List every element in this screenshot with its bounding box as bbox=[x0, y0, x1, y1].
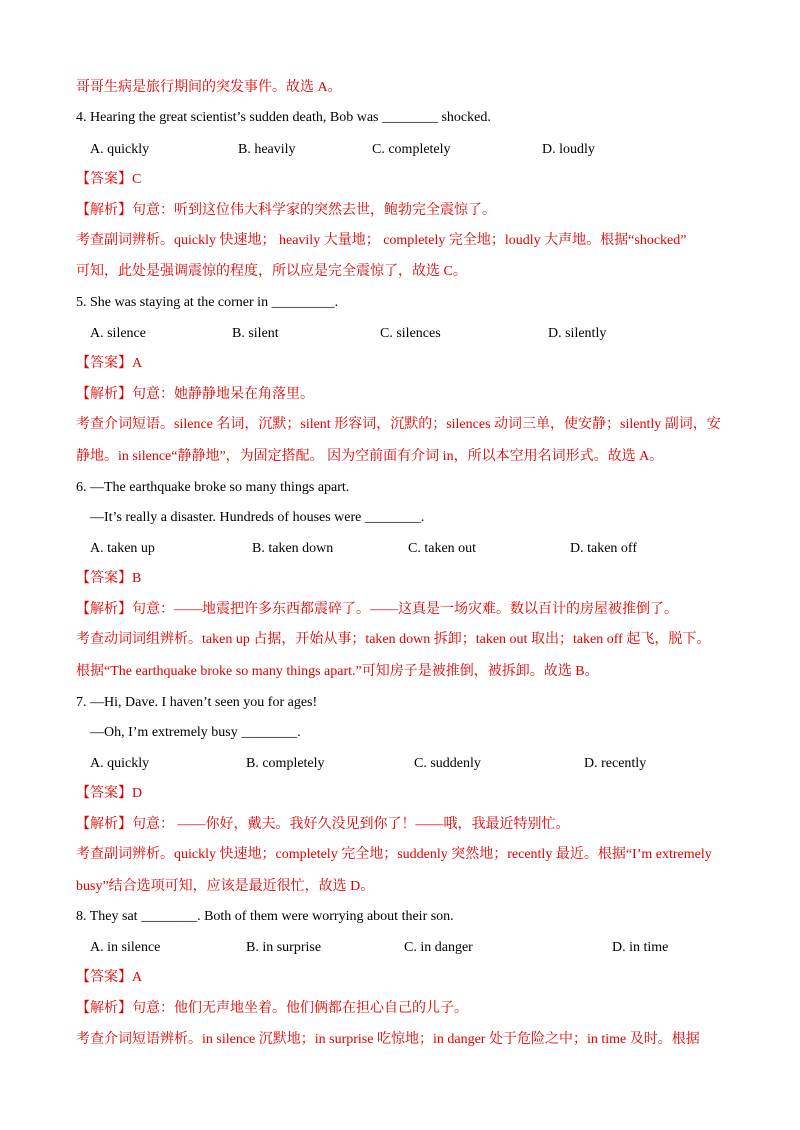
q4-option-d: D. loudly bbox=[542, 142, 595, 157]
q6-option-d: D. taken off bbox=[570, 541, 637, 556]
q6-analysis: 【解析】句意：——地震把许多东西都震碎了。——这真是一场灾难。数以百计的房屋被推倒了。 bbox=[76, 602, 678, 617]
q8-option-d: D. in time bbox=[612, 940, 669, 955]
q7-option-b: B. completely bbox=[246, 756, 325, 771]
q5-option-d: D. silently bbox=[548, 326, 607, 341]
question-7-stem-2: —Oh, I’m extremely busy ________. bbox=[90, 725, 301, 740]
q4-explanation-2: 可知，此处是强调震惊的程度，所以应是完全震惊了，故选 C。 bbox=[76, 264, 467, 279]
q6-explanation-2: 根据“The earthquake broke so many things apart.”可知房子是被推倒，被拆卸。故选 B。 bbox=[76, 664, 599, 679]
q7-option-a: A. quickly bbox=[90, 756, 150, 771]
q6-answer: 【答案】B bbox=[76, 571, 142, 586]
q5-analysis: 【解析】句意：她静静地呆在角落里。 bbox=[76, 387, 314, 402]
q4-option-c: C. completely bbox=[372, 142, 451, 157]
q4-option-b: B. heavily bbox=[238, 142, 296, 157]
question-7-stem: 7. —Hi, Dave. I haven’t seen you for ages! bbox=[76, 695, 318, 710]
q7-option-c: C. suddenly bbox=[414, 756, 481, 771]
q6-option-a: A. taken up bbox=[90, 541, 155, 556]
q8-analysis: 【解析】句意：他们无声地坐着。他们俩都在担心自己的儿子。 bbox=[76, 1001, 468, 1016]
q8-answer: 【答案】A bbox=[76, 970, 143, 985]
q4-answer: 【答案】C bbox=[76, 172, 142, 187]
q7-explanation-1: 考查副词辨析。quickly 快速地；completely 完全地；suddenly 突然地；recently 最近。根据“I’m extremely bbox=[76, 847, 712, 862]
q4-explanation-1: 考查副词辨析。quickly 快速地； heavily 大量地； completely 完全地；loudly 大声地。根据“shocked” bbox=[76, 233, 687, 248]
q4-option-a: A. quickly bbox=[90, 142, 150, 157]
q8-option-b: B. in surprise bbox=[246, 940, 322, 955]
question-6-stem-2: —It’s really a disaster. Hundreds of houses were ________. bbox=[90, 510, 425, 525]
q5-answer: 【答案】A bbox=[76, 356, 143, 371]
continued-explanation: 哥哥生病是旅行期间的突发事件。故选 A。 bbox=[76, 80, 342, 95]
q8-option-c: C. in danger bbox=[404, 940, 473, 955]
question-8-stem: 8. They sat ________. Both of them were worrying about their son. bbox=[76, 909, 454, 924]
q5-explanation-2: 静地。in silence“静静地”，为固定搭配。 因为空前面有介词 in，所以本空用名词形式。故选 A。 bbox=[76, 449, 664, 464]
question-5-stem: 5. She was staying at the corner in _________. bbox=[76, 295, 339, 310]
q8-explanation-1: 考查介词短语辨析。in silence 沉默地；in surprise 吃惊地；in danger 处于危险之中；in time 及时。根据 bbox=[76, 1032, 700, 1047]
q6-option-c: C. taken out bbox=[408, 541, 477, 556]
q4-analysis: 【解析】句意：听到这位伟大科学家的突然去世，鲍勃完全震惊了。 bbox=[76, 203, 496, 218]
q7-explanation-2: busy”结合选项可知，应该是最近很忙，故选 D。 bbox=[76, 879, 375, 894]
q5-option-b: B. silent bbox=[232, 326, 279, 341]
question-4-stem: 4. Hearing the great scientist’s sudden death, Bob was ________ shocked. bbox=[76, 110, 491, 125]
q7-answer: 【答案】D bbox=[76, 786, 143, 801]
q5-option-a: A. silence bbox=[90, 326, 146, 341]
q7-analysis: 【解析】句意： ——你好，戴夫。我好久没见到你了！——哦，我最近特别忙。 bbox=[76, 817, 570, 832]
q6-explanation-1: 考查动词词组辨析。taken up 占据，开始从事；taken down 拆卸；taken out 取出；taken off 起飞，脱下。 bbox=[76, 632, 711, 647]
question-6-stem: 6. —The earthquake broke so many things apart. bbox=[76, 480, 350, 495]
q6-option-b: B. taken down bbox=[252, 541, 334, 556]
q8-option-a: A. in silence bbox=[90, 940, 161, 955]
q7-option-d: D. recently bbox=[584, 756, 647, 771]
q5-option-c: C. silences bbox=[380, 326, 441, 341]
q5-explanation-1: 考查介词短语。silence 名词，沉默；silent 形容词，沉默的；silences 动词三单，使安静；silently 副词，安 bbox=[76, 417, 721, 432]
